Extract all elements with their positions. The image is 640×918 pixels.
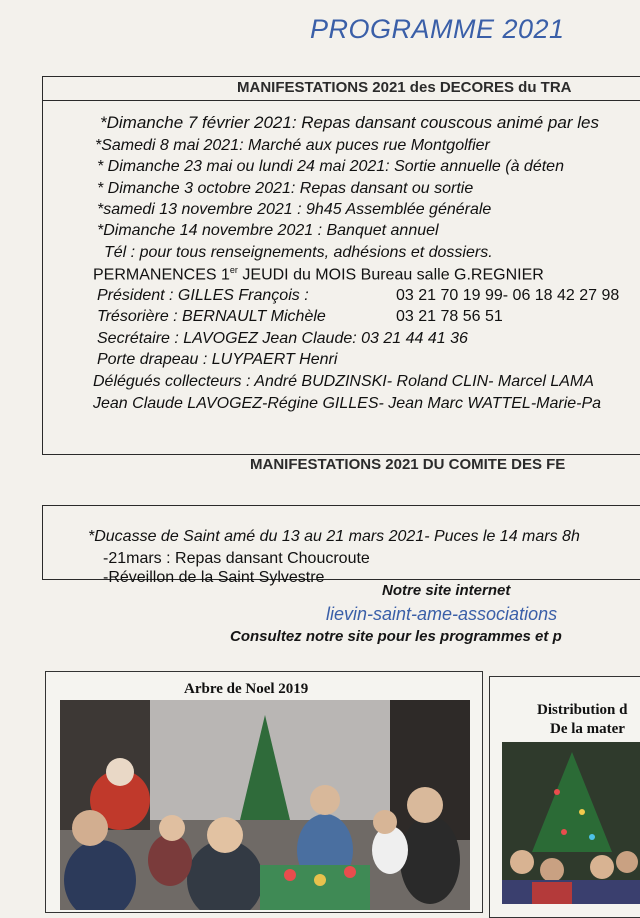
decores-heading: MANIFESTATIONS 2021 des DECORES du TRA bbox=[237, 79, 572, 96]
event-line: *samedi 13 novembre 2021 : 9h45 Assemblée générale bbox=[97, 201, 492, 218]
photo-caption-right-1: Distribution d bbox=[537, 702, 628, 718]
treasurer-label: Trésorière : BERNAULT Michèle bbox=[97, 308, 326, 325]
president-phone: 03 21 70 19 99- 06 18 42 27 98 bbox=[396, 287, 620, 304]
event-line: *Ducasse de Saint amé du 13 au 21 mars 2021- Puces le 14 mars 8h bbox=[88, 528, 580, 545]
event-line: * Dimanche 23 mai ou lundi 24 mai 2021: Sortie annuelle (à déten bbox=[97, 158, 564, 175]
secretary-line: Secrétaire : LAVOGEZ Jean Claude: 03 21 44 41 36 bbox=[97, 330, 468, 347]
delegates-line: Délégués collecteurs : André BUDZINSKI- Roland CLIN- Marcel LAMA bbox=[93, 373, 594, 390]
site-link[interactable]: lievin-saint-ame-associations bbox=[326, 604, 558, 624]
event-line: * Dimanche 3 octobre 2021: Repas dansant ou sortie bbox=[97, 180, 474, 197]
distribution-photo bbox=[502, 742, 640, 904]
permanences-line: PERMANENCES 1er JEUDI du MOIS Bureau salle G.REGNIER bbox=[93, 265, 544, 284]
flag-bearer-line: Porte drapeau : LUYPAERT Henri bbox=[97, 351, 338, 368]
page-title: PROGRAMME 2021 bbox=[310, 14, 565, 44]
event-line: *Dimanche 7 février 2021: Repas dansant couscous animé par les bbox=[100, 113, 599, 132]
event-line: -21mars : Repas dansant Choucroute bbox=[103, 550, 370, 567]
comite-heading: MANIFESTATIONS 2021 DU COMITE DES FE bbox=[250, 456, 566, 473]
event-line: *Samedi 8 mai 2021: Marché aux puces rue Montgolfier bbox=[95, 137, 490, 154]
photo-caption-right-2: De la mater bbox=[550, 721, 625, 737]
president-label: Président : GILLES François : bbox=[97, 287, 309, 304]
event-line: *Dimanche 14 novembre 2021 : Banquet annuel bbox=[97, 222, 439, 239]
site-label: Notre site internet bbox=[382, 582, 511, 599]
christmas-tree-photo bbox=[60, 700, 470, 910]
photo-caption-left: Arbre de Noel 2019 bbox=[184, 681, 309, 697]
event-line: -Réveillon de la Saint Sylvestre bbox=[103, 569, 325, 586]
site-cta: Consultez notre site pour les programmes et p bbox=[230, 628, 562, 645]
delegates-line-2: Jean Claude LAVOGEZ-Régine GILLES- Jean Marc WATTEL-Marie-Pa bbox=[93, 395, 602, 412]
info-line: Tél : pour tous renseignements, adhésions et dossiers. bbox=[104, 244, 493, 261]
treasurer-phone: 03 21 78 56 51 bbox=[396, 308, 503, 325]
